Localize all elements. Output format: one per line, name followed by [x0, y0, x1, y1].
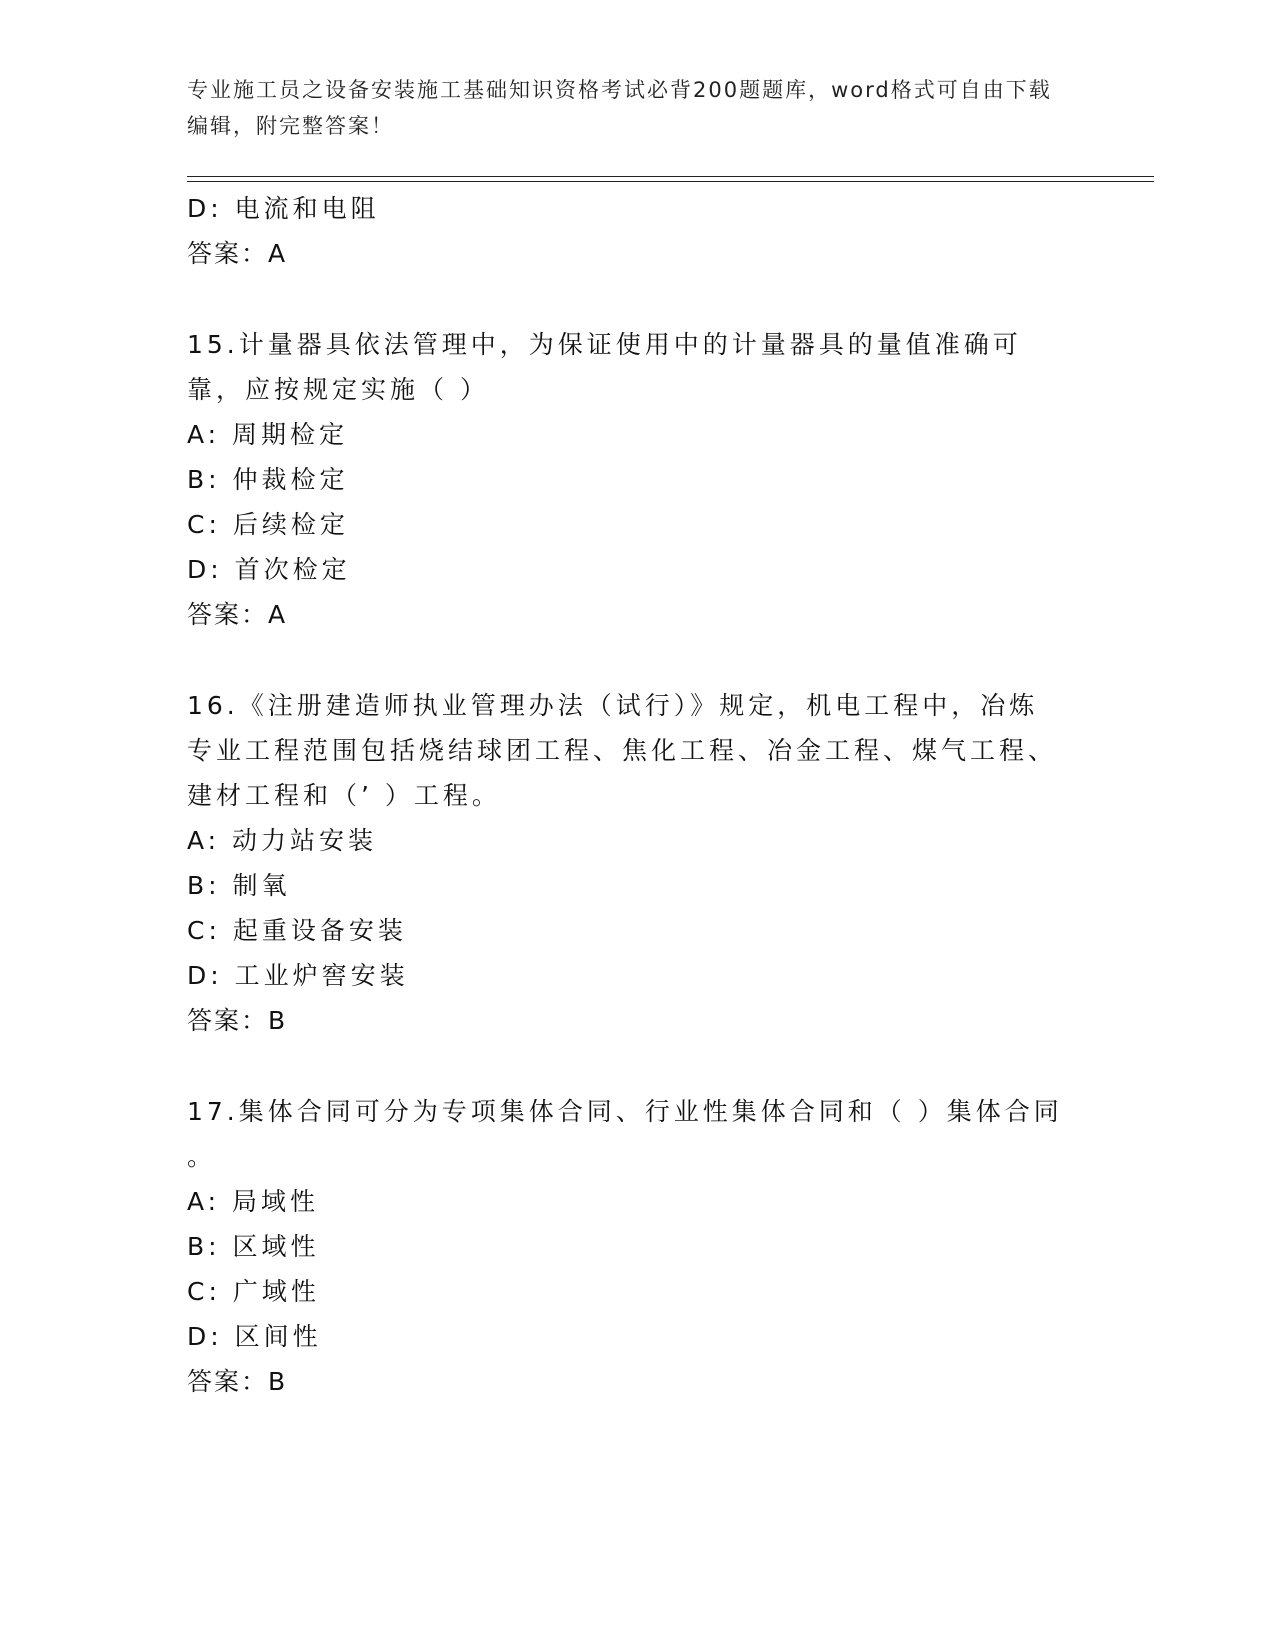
question-17-stem-tail: 。 — [187, 1142, 217, 1171]
question-16-option-a: A: 动力站安装 — [187, 826, 378, 855]
question-15-answer: 答案：A — [187, 600, 288, 629]
question-16-stem: 16.《注册建造师执业管理办法（试行）》规定，机电工程中，冶炼专业工程范围包括烧结球团工程、焦化工程、冶金工程、煤气工程、建材工程和（’ ）工程。 — [187, 691, 1058, 810]
question-17-option-d: D: 区间性 — [187, 1322, 322, 1351]
question-16-option-c: C: 起重设备安装 — [187, 916, 407, 945]
spacer — [187, 1043, 1087, 1089]
question-15-stem: 15.计量器具依法管理中，为保证使用中的计量器具的量值准确可靠，应按规定实施（ ） — [187, 330, 1022, 404]
question-17-option-c: C: 广域性 — [187, 1277, 320, 1306]
question-17-option-a: A: 局域性 — [187, 1187, 320, 1216]
question-15-option-b: B: 仲裁检定 — [187, 465, 349, 494]
question-15-option-c: C: 后续检定 — [187, 510, 349, 539]
spacer — [187, 637, 1087, 683]
option-d-carry: D: 电流和电阻 — [187, 194, 380, 223]
question-17-answer: 答案：B — [187, 1367, 288, 1396]
question-17-option-b: B: 区域性 — [187, 1232, 320, 1261]
question-15-option-d: D: 首次检定 — [187, 555, 351, 584]
question-16-option-b: B: 制氧 — [187, 871, 291, 900]
header-rule-top — [187, 176, 1154, 177]
question-16-answer: 答案：B — [187, 1006, 288, 1035]
question-15-option-a: A: 周期检定 — [187, 420, 349, 449]
answer-carry: 答案：A — [187, 239, 288, 268]
spacer — [187, 276, 1087, 322]
header-rule-bottom — [187, 181, 1154, 182]
document-body — [187, 186, 1087, 1404]
question-16-option-d: D: 工业炉窖安装 — [187, 961, 409, 990]
question-17-stem: 17.集体合同可分为专项集体合同、行业性集体合同和（ ）集体合同 — [187, 1097, 1063, 1126]
document-header-title: 专业施工员之设备安装施工基础知识资格考试必背200题题库，word格式可自由下载编辑，附完整答案！ — [187, 78, 1052, 138]
